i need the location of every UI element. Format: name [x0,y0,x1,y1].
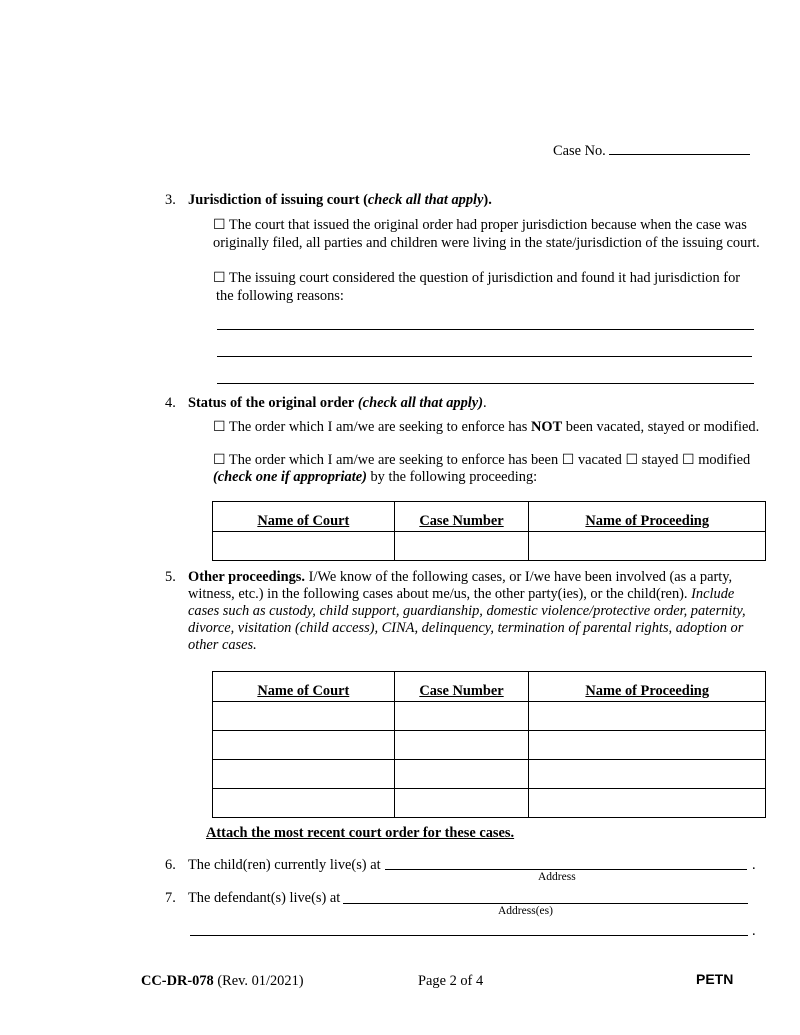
table-row [213,760,766,789]
attach-note: Attach the most recent court order for these cases. [206,825,515,841]
table-cell[interactable] [529,532,766,561]
case-no-label: Case No. [553,143,606,159]
addresses-sublabel: Address(es) [498,905,553,917]
reasons-line-1[interactable] [217,329,754,330]
table-cell[interactable] [529,731,766,760]
section3-option1-cont: originally filed, all parties and children were living in the state/jurisdiction of the issuing court. [213,235,760,251]
section7-number: 7. [165,890,176,906]
section5-line3: cases such as custody, child support, guardianship, domestic violence/protective order, paternity, [188,603,746,619]
form-id: CC-DR-078 (Rev. 01/2021) [141,973,304,989]
checkbox-modified-icon[interactable]: ☐ [682,452,695,468]
original-order-table [212,501,766,561]
table-row [213,702,766,731]
form-code: PETN [696,971,734,987]
checkbox-icon[interactable]: ☐ [213,270,226,286]
table-cell[interactable] [394,760,529,789]
section5-number: 5. [165,569,176,585]
section5-line5: other cases. [188,637,257,653]
section3-option1: ☐ The court that issued the original order had proper jurisdiction because when the case was [213,217,747,233]
section4-option1: ☐ The order which I am/we are seeking to enforce has NOT been vacated, stayed or modified. [213,419,760,435]
checkbox-icon[interactable]: ☐ [213,419,226,435]
table-row [213,789,766,818]
section7-end: . [752,923,756,939]
section6-end: . [752,857,756,873]
table-cell[interactable] [529,789,766,818]
reasons-line-3[interactable] [217,383,754,384]
section4-title: Status of the original order (check all that apply). [188,395,487,411]
col-header-name-of-proceeding: Name of Proceeding [529,502,766,532]
section5-line1: Other proceedings. I/We know of the following cases, or I/we have been involved (as a party, [188,569,733,585]
defendant-address-field-2[interactable] [190,935,748,936]
table-cell[interactable] [529,760,766,789]
section6-number: 6. [165,857,176,873]
section3-option2-cont: the following reasons: [216,288,344,304]
col-header-case-number: Case Number [394,502,529,532]
checkbox-vacated-icon[interactable]: ☐ [561,452,575,468]
table-cell[interactable] [213,702,395,731]
section4-option2: ☐ The order which I am/we are seeking to enforce has been ☐ vacated ☐ stayed ☐ modified [213,452,751,468]
table-cell[interactable] [213,532,395,561]
checkbox-icon[interactable]: ☐ [213,217,226,233]
col-header-case-number: Case Number [394,672,529,702]
table-cell[interactable] [529,702,766,731]
section3-number: 3. [165,192,176,208]
section6-label: The child(ren) currently live(s) at [188,857,381,873]
section7-label: The defendant(s) live(s) at [188,890,341,906]
table-cell[interactable] [394,731,529,760]
section5-line4: divorce, visitation (child access), CINA, delinquency, termination of parental rights, adoption or [188,620,744,636]
table-cell[interactable] [394,532,529,561]
defendant-address-field[interactable] [343,903,748,904]
case-no-field[interactable] [609,154,750,155]
checkbox-icon[interactable]: ☐ [213,452,226,468]
section5-line2: witness, etc.) in the following cases about me/us, the other party(ies), or the child(ren). Include [188,586,735,602]
section4-number: 4. [165,395,176,411]
table-row [213,532,766,561]
other-proceedings-table [212,671,766,818]
table-cell[interactable] [213,731,395,760]
address-sublabel: Address [538,871,576,883]
table-cell[interactable] [394,702,529,731]
table-cell[interactable] [213,760,395,789]
reasons-line-2[interactable] [217,356,752,357]
checkbox-stayed-icon[interactable]: ☐ [625,452,639,468]
page-number: Page 2 of 4 [418,973,484,989]
section3-option2: ☐ The issuing court considered the question of jurisdiction and found it had jurisdiction for [213,270,741,286]
section4-option2-cont: (check one if appropriate) by the following proceeding: [213,469,538,485]
table-cell[interactable] [213,789,395,818]
col-header-name-of-court: Name of Court [213,502,395,532]
table-cell[interactable] [394,789,529,818]
table-row [213,731,766,760]
col-header-name-of-proceeding: Name of Proceeding [529,672,766,702]
col-header-name-of-court: Name of Court [213,672,395,702]
section3-title: Jurisdiction of issuing court (check all that apply). [188,192,492,208]
child-address-field[interactable] [385,869,747,870]
